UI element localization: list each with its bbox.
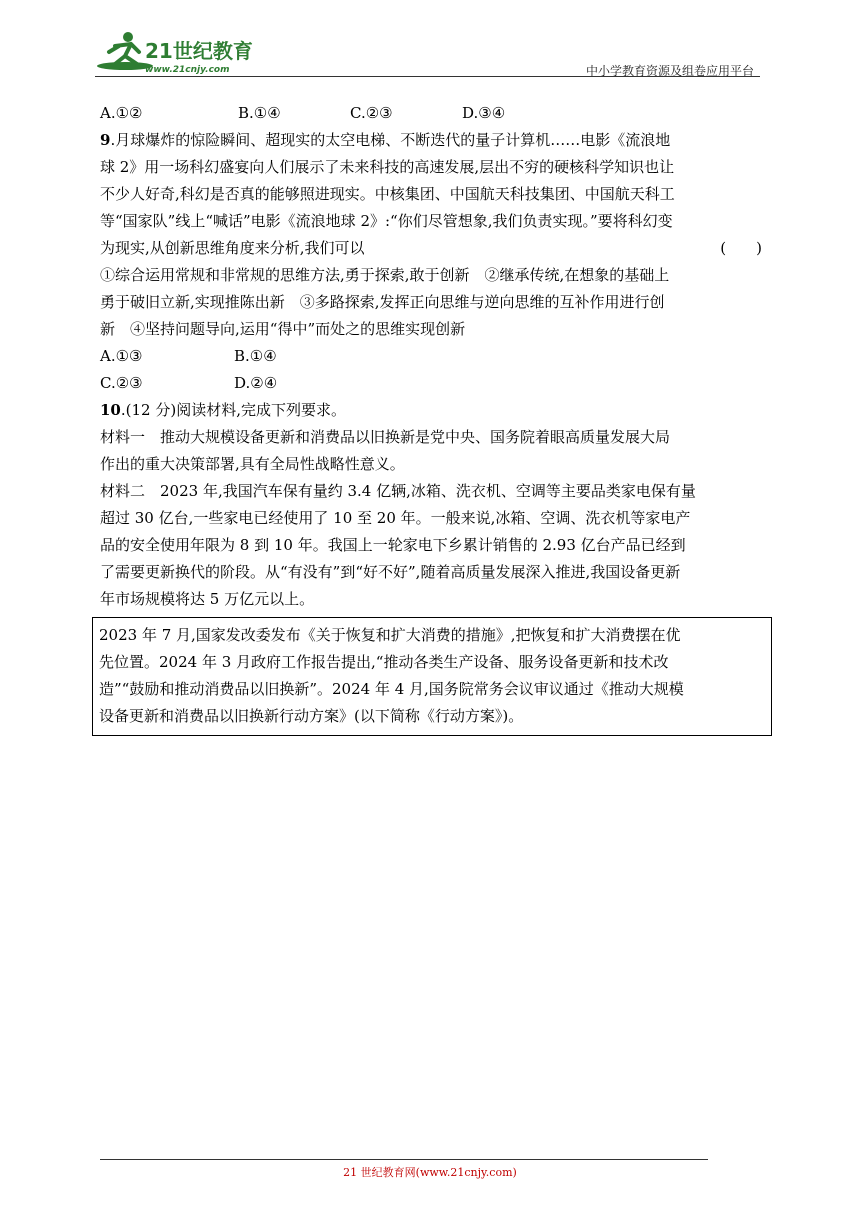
svg-text:21世纪教育: 21世纪教育	[145, 39, 253, 63]
box-line-4: 设备更新和消费品以旧换新行动方案》(以下简称《行动方案》)。	[99, 707, 524, 725]
platform-name: 中小学教育资源及组卷应用平台	[585, 64, 754, 78]
header-divider	[95, 76, 760, 77]
q9-statement-line-2: 勇于破旧立新,实现推陈出新 ③多路探索,发挥正向思维与逆向思维的互补作用进行创	[100, 293, 665, 311]
box-line-1: 2023 年 7 月,国家发改委发布《关于恢复和扩大消费的措施》,把恢复和扩大消费摆在优	[99, 626, 681, 644]
page-header	[95, 28, 760, 78]
q9-stem-line-5: 为现实,从创新思维角度来分析,我们可以 ( )	[100, 235, 764, 262]
svg-text:www.21cnjy.com: www.21cnjy.com	[145, 65, 230, 74]
material-2-line-1: 材料二 2023 年,我国汽车保有量约 3.4 亿辆,冰箱、洗衣机、空调等主要品类家电保有量	[100, 482, 696, 500]
page-content	[100, 100, 764, 736]
q8-options	[100, 100, 764, 127]
q8-option-b: B.①④	[238, 104, 281, 122]
material-2-line-3: 品的安全使用年限为 8 到 10 年。我国上一轮家电下乡累计销售的 2.93 亿台产品已经到	[100, 536, 686, 554]
q8-option-d: D.③④	[462, 104, 506, 122]
q9-options-row-2	[100, 370, 764, 397]
box-line-2: 先位置。2024 年 3 月政府工作报告提出,“推动各类生产设备、服务设备更新和技术改	[99, 653, 669, 671]
q9-option-b: B.①④	[234, 347, 277, 365]
q9-statement-line-3: 新 ④坚持问题导向,运用“得中”而处之的思维实现创新	[100, 320, 466, 338]
footer-divider	[100, 1159, 708, 1160]
q9-options-row-1	[100, 343, 764, 370]
q9-number: 9	[100, 131, 111, 149]
material-2-line-5: 年市场规模将达 5 万亿元以上。	[100, 590, 315, 608]
q8-option-a: A.①②	[100, 104, 143, 122]
box-line-3: 造”“鼓励和推动消费品以旧换新”。2024 年 4 月,国务院常务会议审议通过《推动大规模	[99, 680, 684, 698]
material-1-line-2: 作出的重大决策部署,具有全局性战略性意义。	[100, 455, 405, 473]
q9-option-a: A.①③	[100, 347, 143, 365]
footer-source: 21 世纪教育网(www.21cnjy.com)	[343, 1166, 517, 1179]
q10-number: 10	[100, 401, 121, 419]
q9-stem-line-4: 等“国家队”线上“喊话”电影《流浪地球 2》:“你们尽管想象,我们负责实现。”要将科幻变	[100, 212, 673, 230]
answer-paren: ( )	[720, 239, 762, 257]
q9-stem-line-1: 9.月球爆炸的惊险瞬间、超现实的太空电梯、不断迭代的量子计算机……电影《流浪地	[100, 131, 671, 149]
q9-stem-line-3: 不少人好奇,科幻是否真的能够照进现实。中核集团、中国航天科技集团、中国航天科工	[100, 185, 675, 203]
q9-statement-line-1: ①综合运用常规和非常规的思维方法,勇于探索,敢于创新 ②继承传统,在想象的基础上	[100, 266, 670, 284]
material-2-line-4: 了需要更新换代的阶段。从“有没有”到“好不好”,随着高质量发展深入推进,我国设备更新	[100, 563, 681, 581]
q9-option-d: D.②④	[234, 374, 278, 392]
material-1-line-1: 材料一 推动大规模设备更新和消费品以旧换新是党中央、国务院着眼高质量发展大局	[100, 428, 671, 446]
q9-option-c: C.②③	[100, 374, 143, 392]
q8-option-c: C.②③	[350, 104, 393, 122]
q9-stem-line-2: 球 2》用一场科幻盛宴向人们展示了未来科技的高速发展,层出不穷的硬核科学知识也让	[100, 158, 675, 176]
material-2-line-2: 超过 30 亿台,一些家电已经使用了 10 至 20 年。一般来说,冰箱、空调、洗衣机等家电产	[100, 509, 691, 527]
boxed-material	[92, 617, 772, 736]
logo-21cnjy	[95, 30, 260, 74]
q10-intro: 10.(12 分)阅读材料,完成下列要求。	[100, 401, 346, 419]
